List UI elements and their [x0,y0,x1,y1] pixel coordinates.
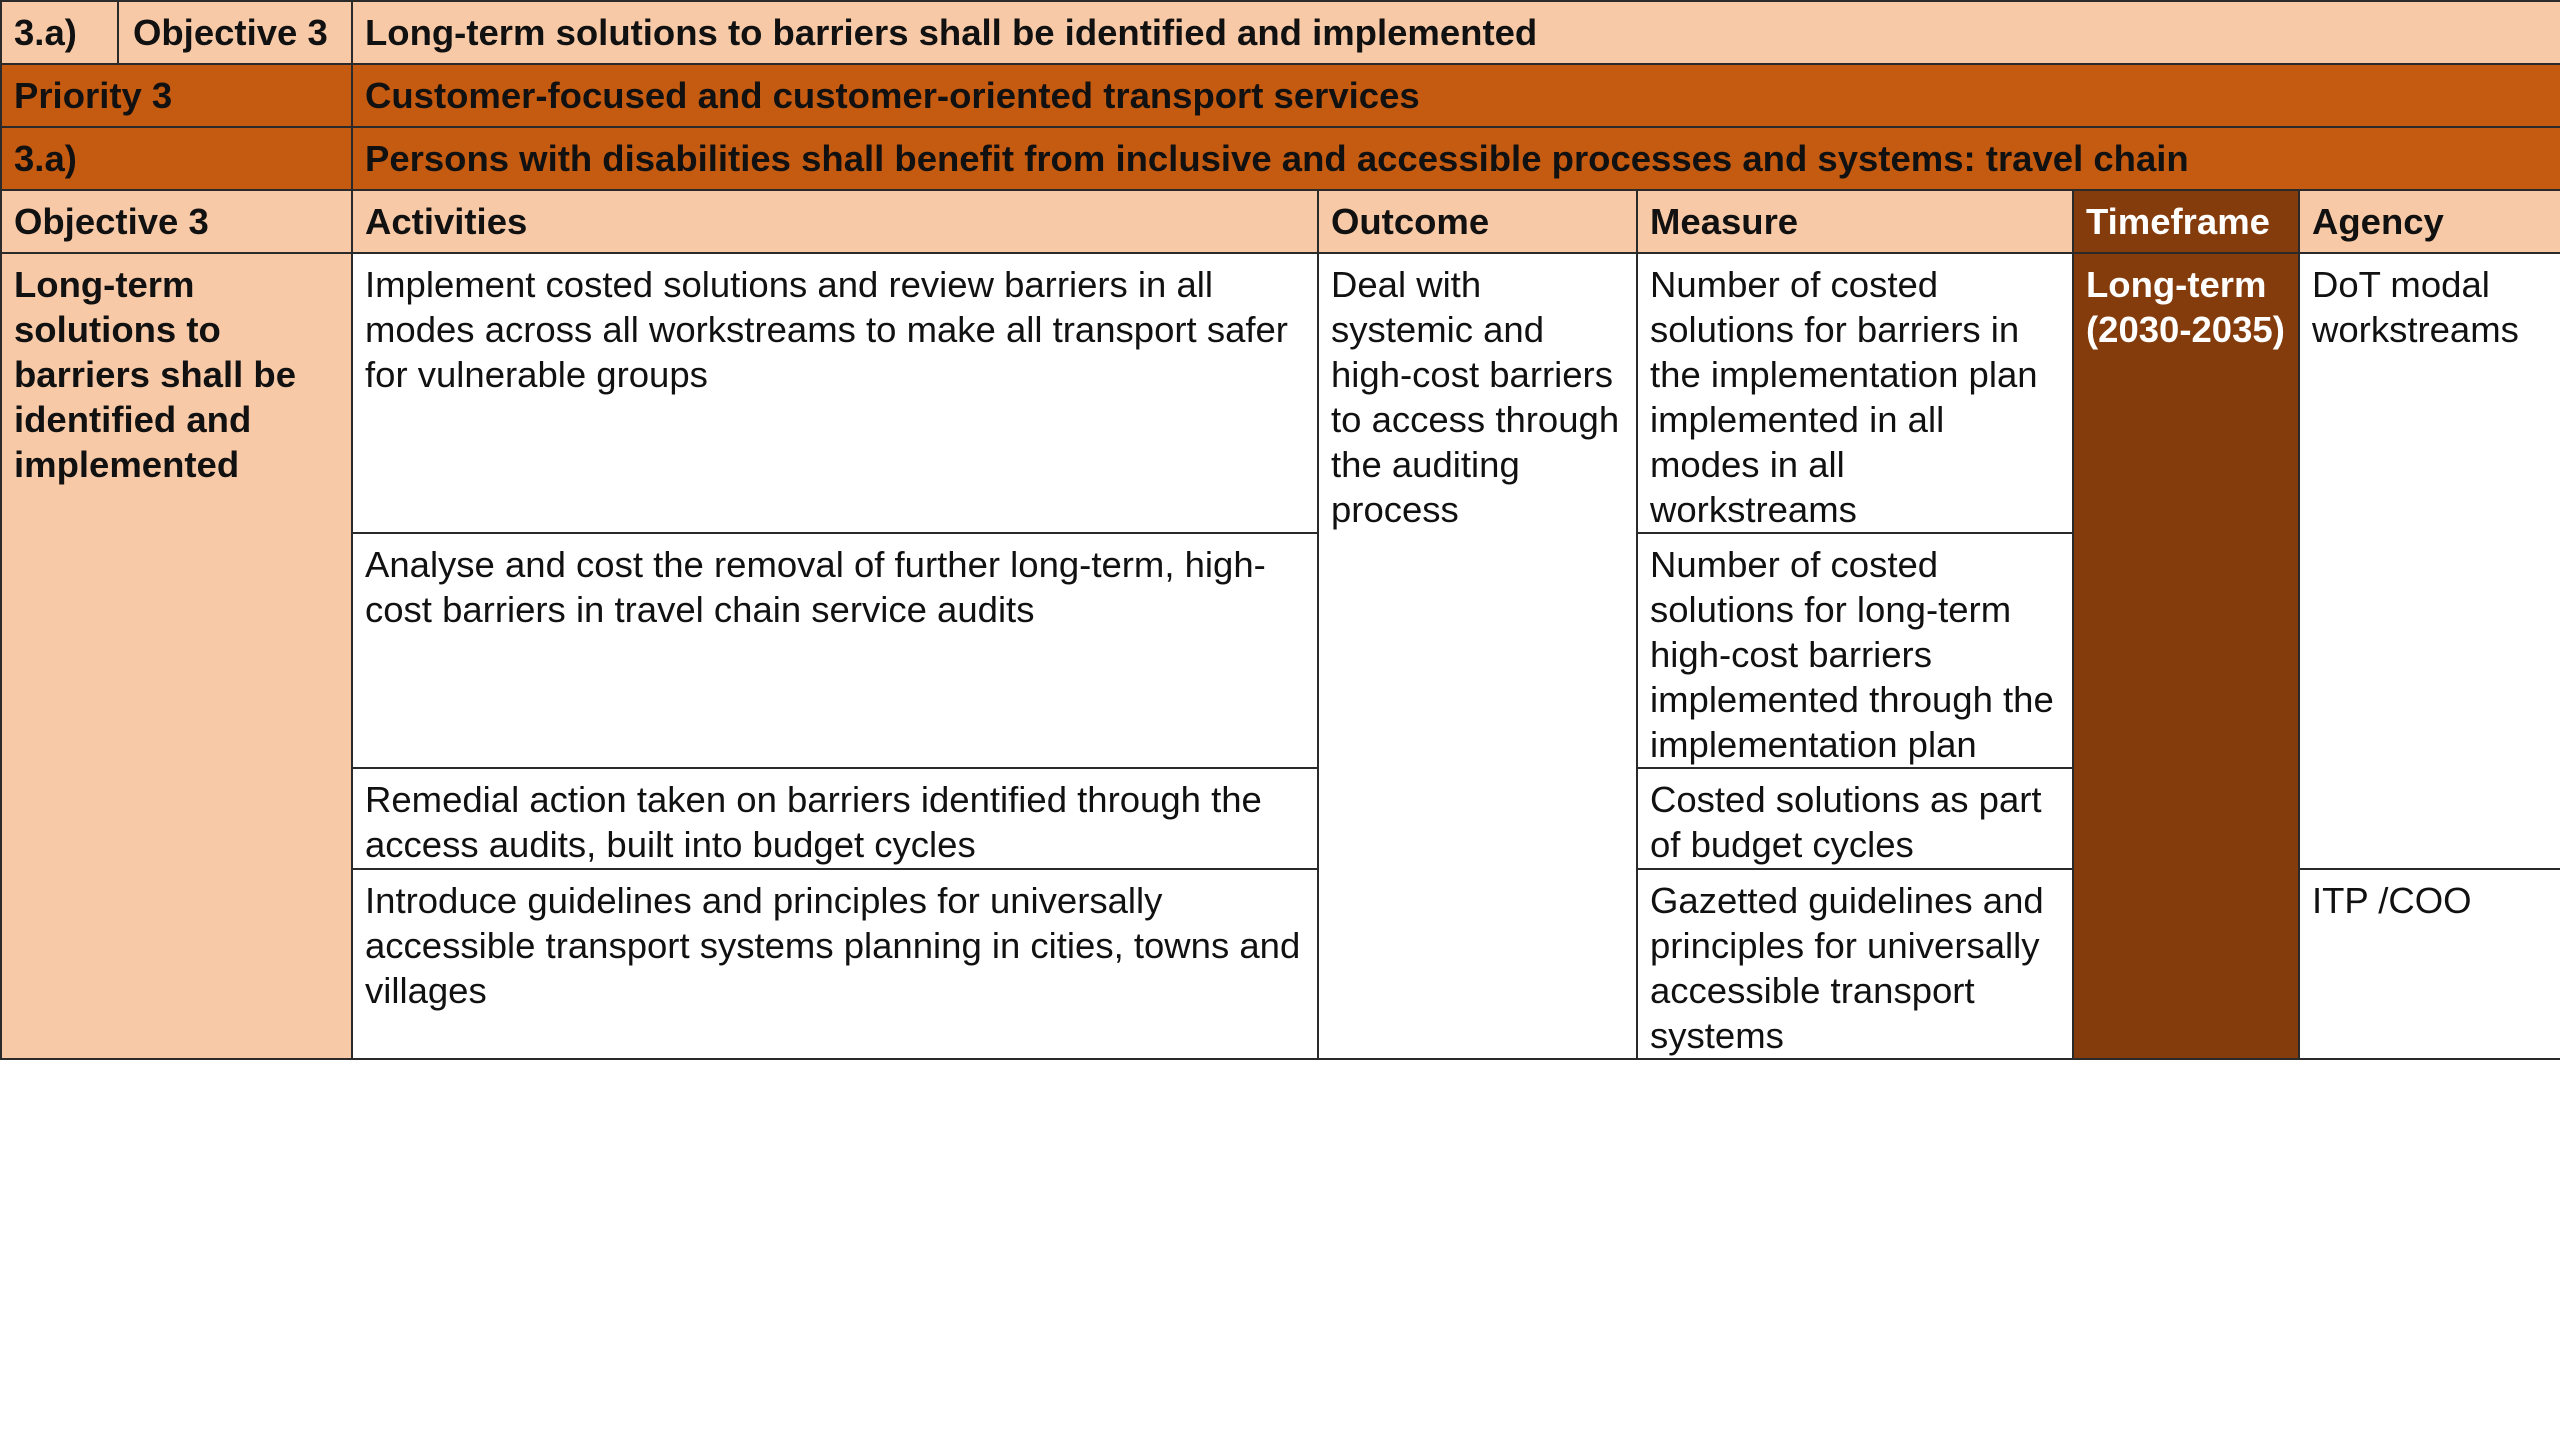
header-outcome: Outcome [1318,190,1637,253]
top-code-cell: 3.a) [1,1,118,64]
measure-cell: Gazetted guidelines and principles for universally accessible transport systems [1637,869,2073,1059]
agency-cell: DoT modal workstreams [2299,253,2560,869]
column-header-row [1,190,2560,253]
header-agency: Agency [2299,190,2560,253]
top-objective-statement-cell: Long-term solutions to barriers shall be identified and implemented [352,1,2560,64]
timeframe-cell: Long-term (2030-2035) [2073,253,2299,1059]
objective-cell: Long-term solutions to barriers shall be identified and implemented [1,253,352,1059]
header-objective: Objective 3 [1,190,352,253]
header-measure: Measure [1637,190,2073,253]
measure-cell: Number of costed solutions for long-term high-cost barriers implemented through the implementation plan [1637,533,2073,768]
subpriority-row [1,127,2560,190]
top-objective-row [1,1,2560,64]
header-activities: Activities [352,190,1318,253]
measure-cell: Costed solutions as part of budget cycles [1637,768,2073,869]
table-row [1,253,2560,533]
priority-title-cell: Customer-focused and customer-oriented transport services [352,64,2560,127]
top-objective-label-cell: Objective 3 [118,1,352,64]
activity-cell: Remedial action taken on barriers identified through the access audits, built into budget cycles [352,768,1318,869]
agency-cell: ITP /COO [2299,869,2560,1059]
activity-cell: Implement costed solutions and review barriers in all modes across all workstreams to make all transport safer for vulnerable groups [352,253,1318,533]
header-timeframe: Timeframe [2073,190,2299,253]
priority-label-cell: Priority 3 [1,64,352,127]
subpriority-label-cell: 3.a) [1,127,352,190]
outcome-cell: Deal with systemic and high-cost barriers to access through the auditing process [1318,253,1637,1059]
activity-cell: Introduce guidelines and principles for universally accessible transport systems planning in cities, towns and villages [352,869,1318,1059]
measure-cell: Number of costed solutions for barriers in the implementation plan implemented in all modes in all workstreams [1637,253,2073,533]
subpriority-title-cell: Persons with disabilities shall benefit from inclusive and accessible processes and systems: travel chain [352,127,2560,190]
activity-cell: Analyse and cost the removal of further long-term, high-cost barriers in travel chain service audits [352,533,1318,768]
priority-row [1,64,2560,127]
